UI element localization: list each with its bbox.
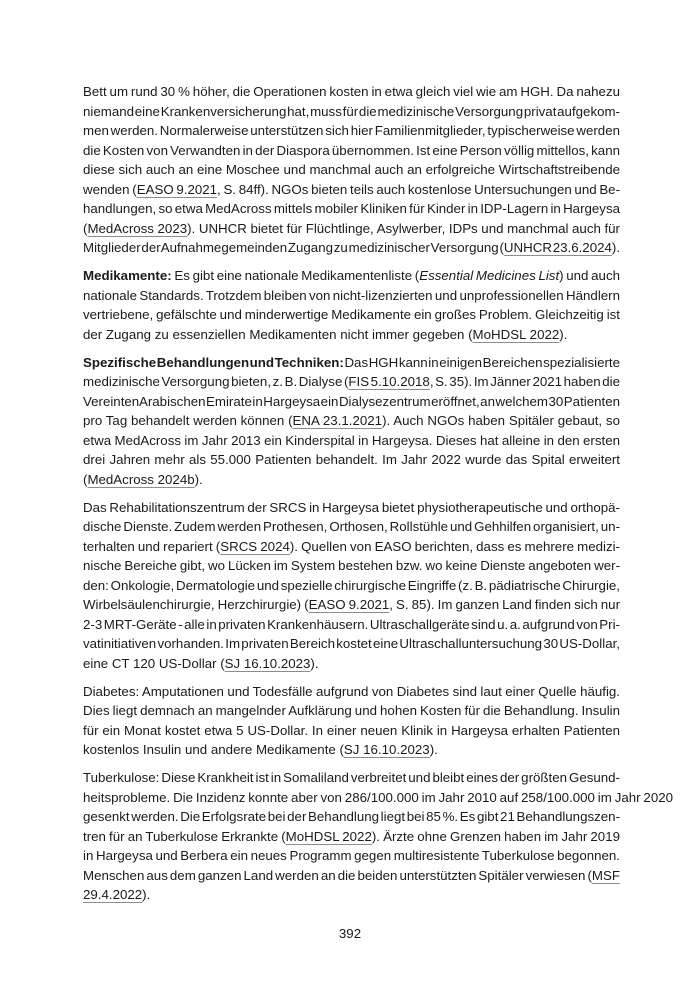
text-line — [83, 82, 620, 102]
text-line — [83, 701, 620, 721]
citation-link[interactable]: UNHCR 23.6.2024 — [503, 240, 612, 255]
text-run: nationale Standards. Trotzdem bleiben von nicht-lizenzierten und unprofessionellen Händlern — [83, 287, 620, 303]
text-line — [83, 498, 620, 518]
text-run: den: Onkologie, Dermatologie und spezielle chirurgische Eingriffe (z. B. pädiatrische Chirurgie, — [83, 577, 620, 593]
citation-link[interactable]: MoHDSL 2022 — [285, 828, 372, 844]
text-run: Menschen aus dem ganzen Land werden an die beiden unterstützten Spitäler verwiesen ( — [83, 867, 592, 883]
citation-link[interactable]: ENA 23.1.2021 — [292, 413, 383, 429]
citation-link[interactable]: MedAcross 2024b — [87, 471, 195, 487]
citation-link[interactable]: EASO 9.2021 — [308, 597, 390, 613]
text-run: medizinische Versorgung bieten, z. B. Dialyse ( — [83, 374, 349, 390]
text-run: ). — [559, 326, 568, 342]
text-run: vatinitiativen vorhanden. Im privaten Bereich kostet eine Ultraschalluntersuchung 30 US-Dollar, — [83, 636, 620, 652]
text-run: ). — [611, 240, 621, 255]
text-run: terhalten und repariert ( — [83, 538, 221, 554]
text-run: die Kosten von Verwandten in der Diaspora übernommen. Ist eine Person völlig mittellos, kann — [83, 142, 620, 158]
text-line — [83, 595, 620, 615]
text-line — [83, 740, 620, 760]
text-run: Diabetes: Amputationen und Todesfälle aufgrund von Diabetes sind laut einer Quelle häufig. — [83, 683, 620, 699]
text-run: heitsprobleme. Die Inzidenz konnte aber von 286/100.000 im Jahr 2010 auf 258/100.000 im Jahr 2020 — [83, 789, 673, 805]
text-run: niemand eine Krankenversicherung hat, muss für die medizinische Versorgung privat aufgekom- — [83, 103, 620, 119]
citation-link[interactable]: MSF — [591, 867, 620, 883]
text-line — [83, 199, 620, 219]
text-run: nische Bereiche gibt, wo Lücken im System bestehen bzw. wo keine Dienste angeboten wer- — [83, 558, 620, 574]
text-line — [83, 634, 620, 654]
text-line — [83, 305, 620, 325]
citation-link[interactable]: 29.4.2022 — [83, 887, 143, 903]
text-run: Das Rehabilitationszentrum der SRCS in Hargeysa bietet physiotherapeutische und orthopä- — [83, 499, 620, 515]
text-run: eine CT 120 US-Dollar ( — [83, 655, 225, 671]
text-run: ). Ärzte ohne Grenzen haben im Jahr 2019 — [371, 828, 620, 844]
text-run: 2-3 MRT-Geräte - alle in privaten Krankenhäusern. Ultraschallgeräte sind u. a. aufgrund von Pri- — [83, 616, 620, 632]
text-line — [83, 238, 620, 258]
text-run: ). UNHCR bietet für Flüchtlinge, Asylwerber, IDPs und manchmal auch für — [187, 220, 620, 236]
paragraph-diabetes — [83, 682, 620, 760]
text-line — [83, 615, 620, 635]
text-run: men werden. Normalerweise unterstützen sich hier Familienmitglieder, typischerweise werden — [83, 123, 620, 138]
text-line — [83, 654, 620, 674]
text-run: Tuberkulose: Diese Krankheit ist in Somaliland verbreitet und bleibt eines der größten Gesund- — [83, 770, 620, 786]
text-line — [83, 721, 620, 741]
text-line — [83, 286, 620, 306]
text-run: Vereinten Arabischen Emirate in Hargeysa ein Dialysezentrum eröffnet, an welchem 30 Patienten — [83, 393, 620, 409]
citation-link[interactable]: FIS 5.10.2018 — [348, 374, 430, 390]
text-line — [83, 160, 620, 180]
text-line — [83, 517, 620, 537]
text-run: diese sich auch an eine Moschee und manchmal auch an erfolgreiche Wirtschaftstreibende — [83, 162, 621, 177]
text-line — [83, 121, 620, 141]
text-run: in Hargeysa und Berbera ein neues Programm gegen multiresistente Tuberkulose begonnen. — [83, 848, 620, 864]
text-line — [83, 180, 620, 200]
text-run: gesenkt werden. Die Erfolgsrate bei der Behandlung liegt bei 85 %. Es gibt 21 Behandlungszen- — [83, 809, 620, 825]
text-line — [83, 866, 620, 886]
text-column — [83, 82, 673, 905]
text-line — [83, 372, 620, 392]
text-run: ) und auch — [559, 268, 620, 284]
text-line — [83, 266, 620, 286]
text-run: , S. 35). Im Jänner 2021 haben die — [429, 374, 620, 390]
text-line — [83, 682, 620, 702]
text-line — [83, 219, 620, 239]
citation-link[interactable]: SJ 16.10.2023 — [343, 742, 430, 758]
bold-run: Medikamente: — [83, 268, 172, 284]
text-line — [83, 431, 620, 451]
text-run: handlungen, so etwa MedAcross mittels mobiler Kliniken für Kinder in IDP-Lagern in Hargeysa — [83, 201, 620, 216]
text-run: Wirbelsäulenchirurgie, Herzchirurgie) ( — [83, 597, 309, 613]
text-line — [83, 450, 620, 470]
text-line — [83, 788, 673, 808]
paragraph-rehabilitation-srcs — [83, 498, 620, 674]
paragraph-spezifische-behandlungen — [83, 353, 620, 490]
paragraph-costs-insurance — [83, 82, 620, 258]
text-line — [83, 470, 620, 490]
citation-link[interactable]: MoHDSL 2022 — [472, 326, 560, 342]
text-line — [83, 885, 620, 905]
text-line — [83, 353, 620, 373]
text-line — [83, 807, 620, 827]
text-run: Bett um rund 30 % höher, die Operationen kosten in etwa gleich viel wie am HGH. Da nahezu — [83, 84, 620, 99]
paragraph-medikamente — [83, 266, 620, 344]
text-run: drei Jahren mehr als 55.000 Patienten behandelt. Im Jahr 2022 wurde das Spital erweitert — [83, 452, 620, 468]
text-line — [83, 576, 620, 596]
text-line — [83, 392, 620, 412]
page-number: 392 — [338, 926, 362, 941]
text-line — [83, 537, 620, 557]
text-line — [83, 141, 620, 161]
text-run: Mitglieder der Aufnahmegemeinden Zugang zu medizinischer Versorgung ( — [83, 240, 504, 255]
citation-link[interactable]: MedAcross 2023 — [87, 220, 188, 236]
text-run: ( — [83, 471, 88, 487]
text-run: Das HGH kann in einigen Bereichen spezialisierte — [343, 354, 621, 370]
bold-run: Spezifische Behandlungen und Techniken: — [83, 354, 344, 370]
text-line — [83, 846, 620, 866]
text-line — [83, 411, 620, 431]
text-run: , S. 85). Im ganzen Land finden sich nur — [389, 597, 620, 613]
text-run: ). — [310, 655, 319, 671]
text-run: ). Quellen von EASO berichten, dass es mehrere medizi- — [289, 538, 620, 554]
text-run: ). — [194, 471, 203, 487]
text-run: ( — [83, 220, 88, 236]
text-run: pro Tag behandelt werden können ( — [83, 413, 293, 429]
text-run: für ein Monat kostet etwa 5 US-Dollar. In einer neuen Klinik in Hargeysa erhalten Patienten — [83, 722, 620, 738]
citation-link[interactable]: SRCS 2024 — [220, 538, 290, 554]
text-line — [83, 325, 620, 345]
text-line — [83, 827, 620, 847]
text-run: wenden ( — [83, 181, 137, 197]
text-line — [83, 556, 620, 576]
text-run: vertriebene, gefälschte und minderwertige Medikamente ein großes Problem. Gleichzeitig ist — [83, 307, 620, 323]
text-run: tren für an Tuberkulose Erkrankte ( — [83, 828, 286, 844]
paragraph-tuberkulose — [83, 768, 673, 905]
text-run: ). — [142, 887, 151, 903]
text-line — [83, 768, 620, 788]
text-run: der Zugang zu essenziellen Medikamenten nicht immer gegeben ( — [83, 326, 473, 342]
text-run: Dies liegt demnach an mangelnder Aufklärung und hohen Kosten für die Behandlung. Insulin — [83, 703, 620, 719]
italic-run: Essential Medicines List — [419, 268, 560, 284]
text-run: , S. 84ff). NGOs bieten teils auch kostenlose Untersuchungen und Be- — [217, 181, 621, 197]
text-run: etwa MedAcross im Jahr 2013 ein Kinderspital in Hargeysa. Dieses hat alleine in den ersten — [83, 432, 620, 448]
text-run: kostenlos Insulin und andere Medikamente ( — [83, 742, 344, 758]
text-run: dische Dienste. Zudem werden Prothesen, Orthosen, Rollstühle und Gehhilfen organisiert, un- — [83, 519, 621, 535]
citation-link[interactable]: EASO 9.2021 — [136, 181, 218, 197]
text-line — [83, 102, 620, 122]
text-run: ). — [429, 742, 438, 758]
citation-link[interactable]: SJ 16.10.2023 — [224, 655, 311, 671]
text-run: Es gibt eine nationale Medikamentenliste ( — [171, 268, 420, 284]
text-run: ). Auch NGOs haben Spitäler gebaut, so — [382, 413, 620, 429]
